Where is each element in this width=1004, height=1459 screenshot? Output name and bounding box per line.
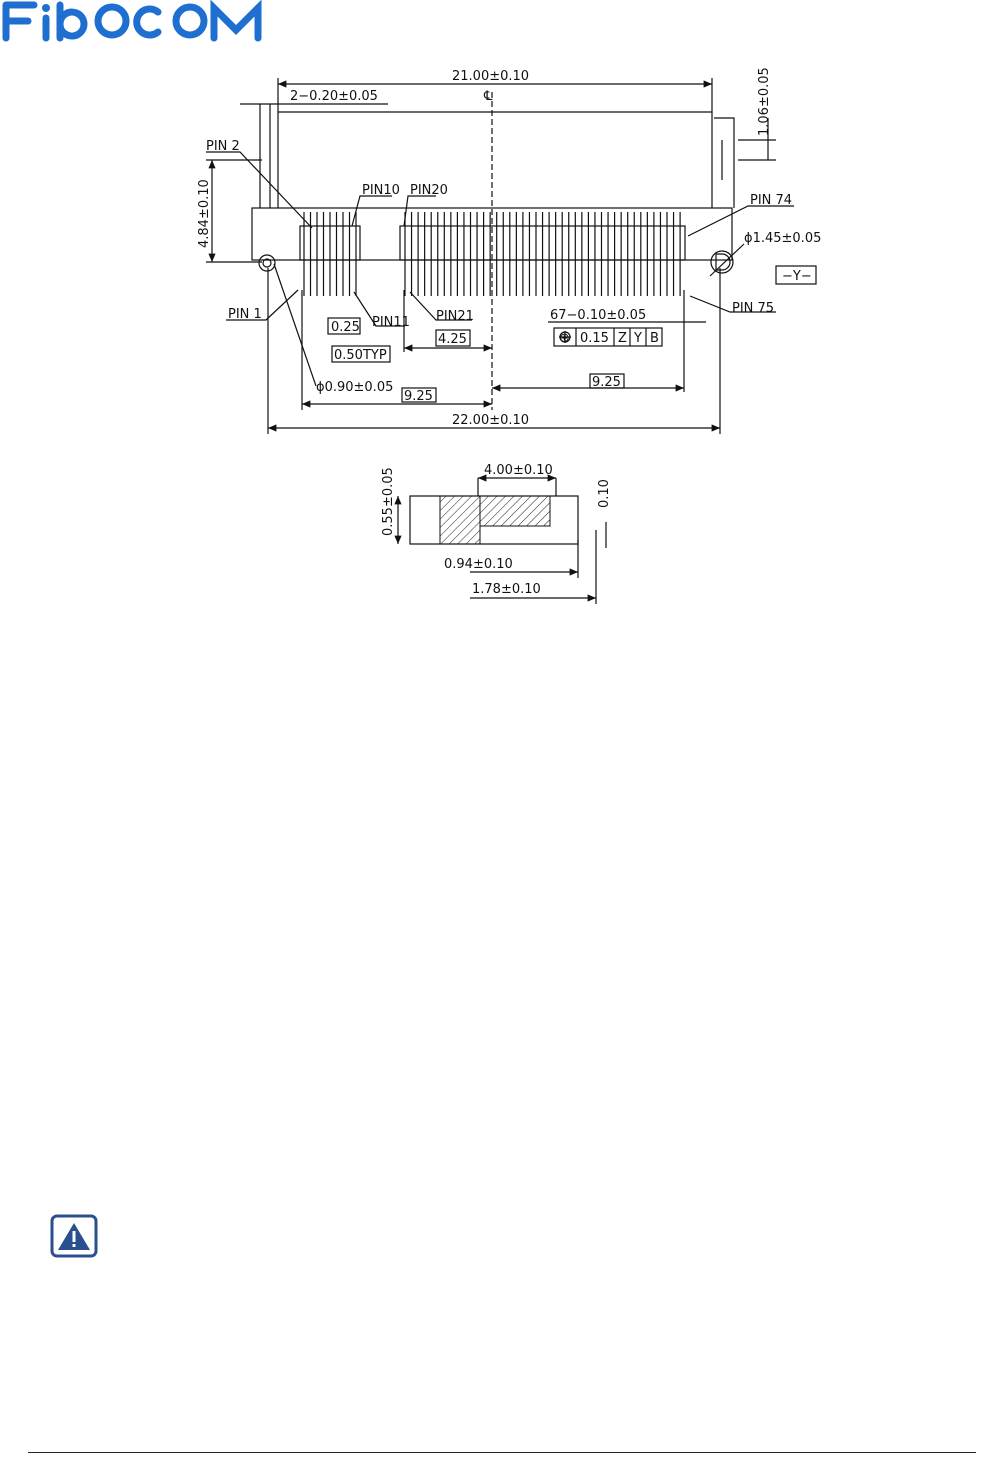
dim-025: 0.25 <box>331 320 360 335</box>
dim-slot: 2−0.20±0.05 <box>290 89 378 104</box>
connector-mechanical-drawing <box>0 0 1004 620</box>
label-pin20: PIN20 <box>410 183 448 198</box>
datum-y: −Y− <box>782 269 812 284</box>
label-pin1: PIN 1 <box>228 307 262 322</box>
dim-425: 4.25 <box>438 332 467 347</box>
dim-side-width: 4.00±0.10 <box>484 463 553 478</box>
dim-side-height-right: 0.10 <box>597 479 612 508</box>
dim-hole-left: ϕ0.90±0.05 <box>316 380 394 395</box>
tolerance-symbol: ⊕ <box>559 331 570 346</box>
dim-hole-right: ϕ1.45±0.05 <box>744 231 822 246</box>
centerline-mark: ℄ <box>484 89 493 104</box>
label-pin75: PIN 75 <box>732 301 775 316</box>
label-pin11: PIN11 <box>372 315 410 330</box>
dim-094: 0.94±0.10 <box>444 557 513 572</box>
footer-divider <box>28 1452 976 1453</box>
label-pin21: PIN21 <box>436 309 474 324</box>
dim-overall-inner: 21.00±0.10 <box>452 69 530 84</box>
tolerance-datum-z: Z <box>618 331 627 346</box>
tolerance-datum-b: B <box>650 331 659 346</box>
dim-side-height-left: 0.55±0.05 <box>381 467 396 536</box>
label-pin74: PIN 74 <box>750 193 793 208</box>
label-pin10: PIN10 <box>362 183 400 198</box>
dim-050typ: 0.50TYP <box>334 348 387 363</box>
warning-icon <box>50 1214 100 1260</box>
connector-body-upper <box>278 112 712 208</box>
dim-pin-width: 67−0.10±0.05 <box>550 308 647 323</box>
tolerance-value: 0.15 <box>580 331 609 346</box>
dim-height-left: 4.84±0.10 <box>197 179 212 248</box>
dim-178: 1.78±0.10 <box>472 582 541 597</box>
dim-overall-outer: 22.00±0.10 <box>452 413 530 428</box>
label-pin2: PIN 2 <box>206 139 240 154</box>
dim-925-right: 9.25 <box>592 375 621 390</box>
tolerance-datum-y: Y <box>634 331 642 346</box>
dim-height-right: 1.06±0.05 <box>757 67 772 136</box>
dim-925-left: 9.25 <box>404 389 433 404</box>
